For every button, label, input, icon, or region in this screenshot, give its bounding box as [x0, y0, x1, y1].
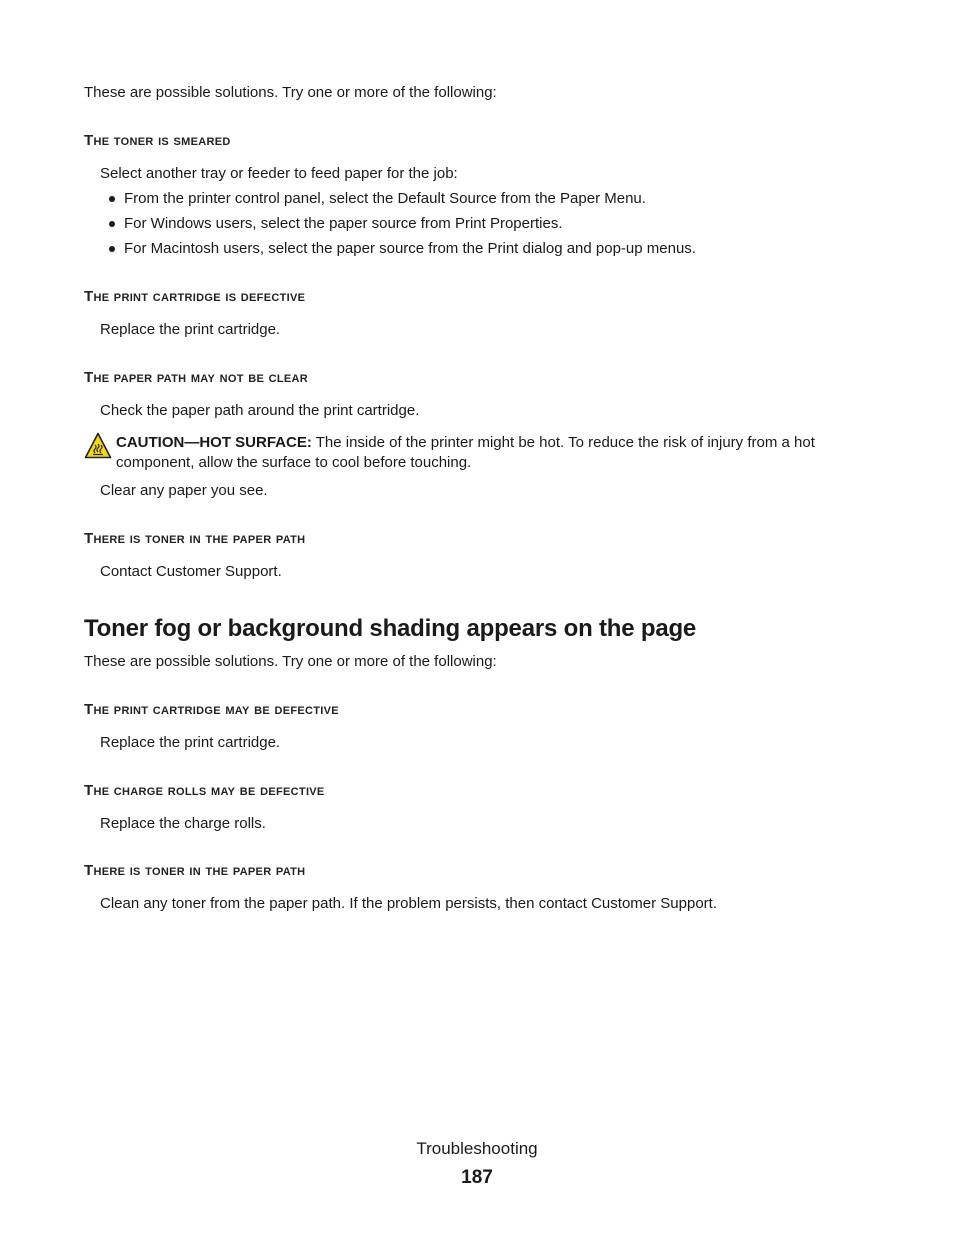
- body-text: Replace the charge rolls.: [100, 815, 266, 832]
- intro-text: These are possible solutions. Try one or more of the following:: [84, 84, 497, 101]
- caution-lead: CAUTION—HOT SURFACE:: [116, 434, 312, 451]
- body-text: Replace the print cartridge.: [100, 734, 281, 751]
- list-item: For Windows users, select the paper source from Print Properties.: [100, 215, 696, 240]
- section-title: Toner fog or background shading appears on the page: [84, 615, 697, 642]
- heading-cartridge-defective: The print cartridge is defective: [84, 288, 306, 305]
- body-text: Contact Customer Support.: [100, 563, 282, 580]
- caution-text: [116, 433, 844, 473]
- caution-body: The inside of the printer might be hot. To reduce the risk of injury from a hot component, allow the surface to cool before touching.: [116, 434, 815, 471]
- body-text: Replace the print cartridge.: [100, 321, 281, 338]
- body-text: Clean any toner from the paper path. If the problem persists, then contact Customer Support.: [100, 895, 717, 912]
- list-item: For Macintosh users, select the paper source from the Print dialog and pop-up menus.: [100, 240, 696, 265]
- body-text: Check the paper path around the print cartridge.: [100, 402, 420, 419]
- heading-toner-in-path: There is toner in the paper path: [84, 530, 306, 547]
- heading-cartridge-may-be-defective: The print cartridge may be defective: [84, 701, 339, 718]
- footer-section-label: Troubleshooting: [416, 1139, 538, 1158]
- body-text: Select another tray or feeder to feed paper for the job:: [100, 165, 458, 182]
- heading-charge-rolls: The charge rolls may be defective: [84, 782, 325, 799]
- heading-paper-path-clear: The paper path may not be clear: [84, 369, 308, 386]
- heading-toner-smeared: The toner is smeared: [84, 132, 231, 149]
- list-item: From the printer control panel, select the Default Source from the Paper Menu.: [100, 190, 696, 215]
- heading-toner-in-path-2: There is toner in the paper path: [84, 862, 306, 879]
- hot-surface-warning-icon: [84, 432, 112, 459]
- intro-text: These are possible solutions. Try one or more of the following:: [84, 653, 497, 670]
- body-text: Clear any paper you see.: [100, 482, 268, 499]
- page-number: 187: [461, 1167, 493, 1188]
- bullet-list: [100, 190, 696, 265]
